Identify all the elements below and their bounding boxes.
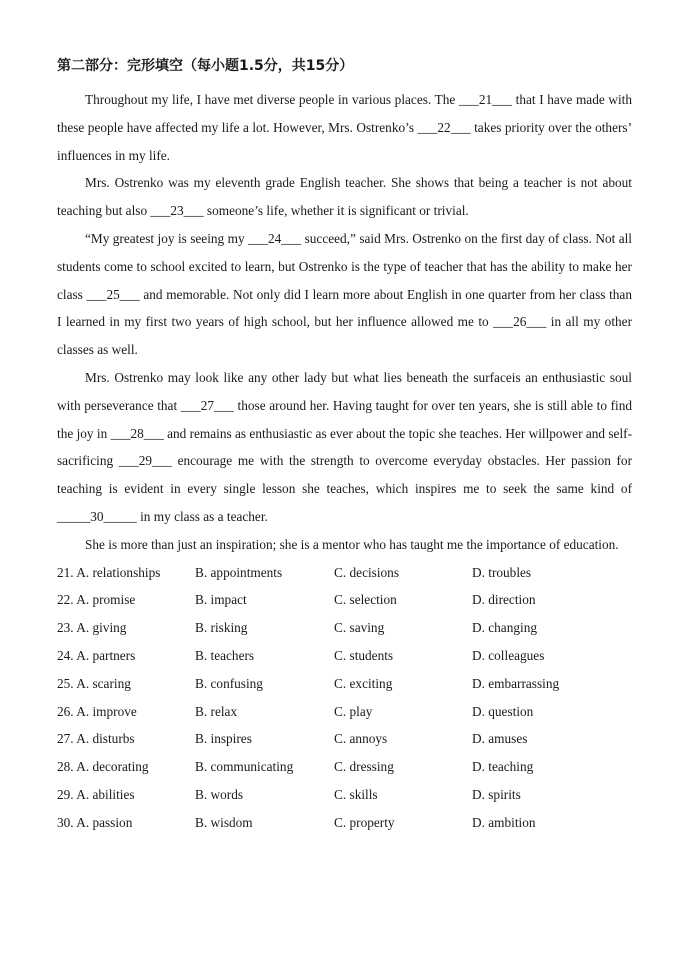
- option-b: B. appointments: [195, 564, 283, 580]
- option-d: D. embarrassing: [472, 675, 560, 691]
- option-a: 27. A. disturbs: [57, 731, 135, 747]
- section-heading: 第二部分：完形填空（每小题1.5分，共15分）: [57, 58, 354, 74]
- question-21: [57, 559, 632, 587]
- option-a: 25. A. scaring: [57, 675, 131, 691]
- option-d: D. direction: [472, 592, 536, 608]
- option-d: D. colleagues: [472, 647, 545, 663]
- option-b: B. risking: [195, 620, 248, 636]
- option-c: C. students: [334, 647, 394, 663]
- option-c: C. exciting: [334, 675, 393, 691]
- document-page: [57, 52, 632, 837]
- option-b: B. communicating: [195, 759, 294, 775]
- passage-paragraph-4: Mrs. Ostrenko may look like any other lady but what lies beneath the surfaceis an enthusiastic soul with perseverance that ___27___ those around her. Having taught for over ten years, she is still able to find the joy in ___28___ and remains as enthusiastic as ever about the topic she teaches. Her willpower and self-sacrificing ___29___ encourage me with the strength to overcome everyday obstacles. Her passion for teaching is evident in every single lesson she teaches, which inspires me to seek the same kind of _____30_____ in my class as a teacher.: [57, 369, 632, 524]
- option-b: B. inspires: [195, 731, 252, 747]
- option-d: D. spirits: [472, 786, 521, 802]
- option-d: D. ambition: [472, 814, 536, 830]
- option-a: 22. A. promise: [57, 592, 136, 608]
- option-b: B. relax: [195, 703, 238, 719]
- question-24: [57, 642, 632, 670]
- passage-paragraph-3: “My greatest joy is seeing my ___24___ succeed,” said Mrs. Ostrenko on the first day of class. Not all students come to school excited to learn, but Ostrenko is the type of teacher that has the ability to make her class ___25___ and memorable. Not only did I learn more about English in one quarter from her class than I learned in my first two years of high school, but her influence allowed me to ___26___ in all my other classes as well.: [57, 230, 632, 358]
- option-d: D. troubles: [472, 564, 532, 580]
- option-a: 30. A. passion: [57, 814, 133, 830]
- cloze-passage: [57, 86, 632, 559]
- passage-paragraph-2: Mrs. Ostrenko was my eleventh grade English teacher. She shows that being a teacher is not about teaching but also ___23___ someone’s life, whether it is significant or trivial.: [57, 175, 632, 219]
- option-b: B. words: [195, 786, 244, 802]
- option-c: C. selection: [334, 592, 397, 608]
- option-a: 21. A. relationships: [57, 564, 161, 580]
- option-b: B. confusing: [195, 675, 263, 691]
- option-a: 26. A. improve: [57, 703, 137, 719]
- question-26: [57, 698, 632, 726]
- passage-paragraph-5: She is more than just an inspiration; she is a mentor who has taught me the importance of education.: [85, 536, 619, 552]
- option-d: D. question: [472, 703, 534, 719]
- option-b: B. impact: [195, 592, 247, 608]
- option-a: 28. A. decorating: [57, 759, 149, 775]
- option-c: C. play: [334, 703, 373, 719]
- option-a: 29. A. abilities: [57, 786, 135, 802]
- option-d: D. teaching: [472, 759, 534, 775]
- option-a: 24. A. partners: [57, 647, 136, 663]
- question-25: [57, 670, 632, 698]
- option-c: C. saving: [334, 620, 385, 636]
- option-d: D. changing: [472, 620, 537, 636]
- option-c: C. decisions: [334, 564, 400, 580]
- option-c: C. property: [334, 814, 395, 830]
- option-c: C. dressing: [334, 759, 394, 775]
- answer-options: [57, 559, 632, 837]
- question-22: [57, 586, 632, 614]
- option-a: 23. A. giving: [57, 620, 127, 636]
- option-b: B. teachers: [195, 647, 255, 663]
- option-c: C. skills: [334, 786, 378, 802]
- question-23: [57, 614, 632, 642]
- question-29: [57, 781, 632, 809]
- option-d: D. amuses: [472, 731, 528, 747]
- passage-paragraph-1: Throughout my life, I have met diverse people in various places. The ___21___ that I have made with these people have affected my life a lot. However, Mrs. Ostrenko’s ___22___ takes priority over the others’ influences in my life.: [57, 92, 632, 163]
- question-30: [57, 809, 632, 837]
- question-28: [57, 753, 632, 781]
- option-c: C. annoys: [334, 731, 388, 747]
- option-b: B. wisdom: [195, 814, 253, 830]
- question-27: [57, 725, 632, 753]
